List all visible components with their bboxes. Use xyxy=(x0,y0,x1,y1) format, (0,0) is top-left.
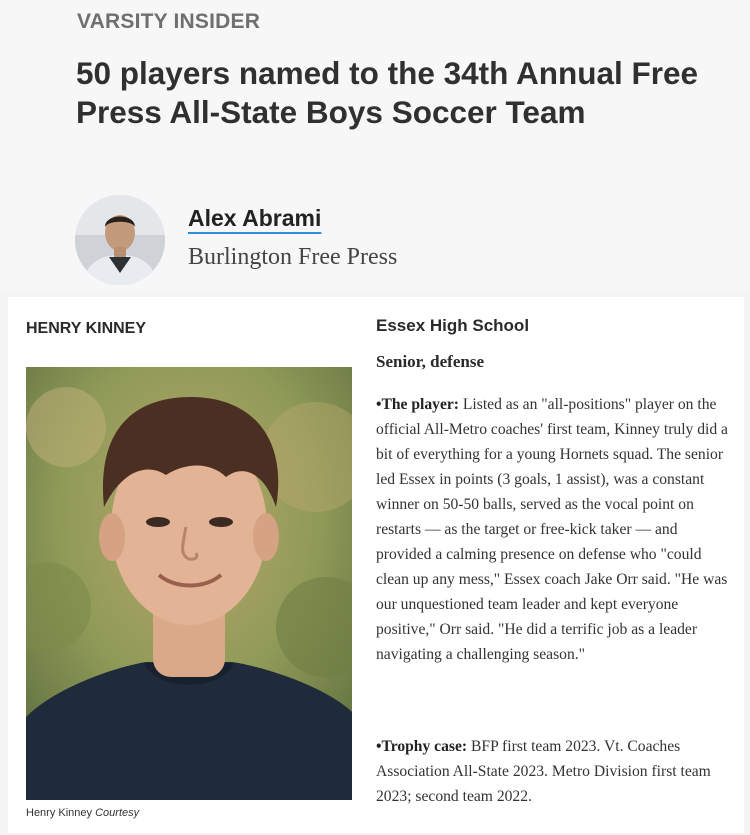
author-name-link[interactable]: Alex Abrami xyxy=(188,205,322,231)
photo-caption xyxy=(26,807,139,819)
section-kicker[interactable]: VARSITY INSIDER xyxy=(77,10,261,33)
author-outlet: Burlington Free Press xyxy=(188,244,398,270)
player-position: Senior, defense xyxy=(376,352,484,371)
caption-name: Henry Kinney xyxy=(26,807,93,819)
article-header xyxy=(0,0,750,292)
player-name: HENRY KINNEY xyxy=(26,320,147,337)
caption-credit: Courtesy xyxy=(95,807,140,819)
trophy-case xyxy=(376,734,731,809)
trophy-text: BFP first team 2023. Vt. Coaches Association All-State 2023. Metro Division first team 2023; second team 2022. xyxy=(376,738,711,805)
headline: 50 players named to the 34th Annual Free Press All-State Boys Soccer Team xyxy=(76,55,699,130)
player-text: Listed as an "all-positions" player on the official All-Metro coaches' first team, Kinney truly did a bit of everything for a young Hornets squad. The senior led Essex in points (3 goals, 1 assist), was a constant winner on 50-50 balls, served as the vocal point on restarts — as the target or free-kick taker — and provided a calming presence on defense who "could clean up any mess," Essex coach Jake Orr said. "He was our unquestioned team leader and kept everyone positive," Orr said. "He did a terrific job as a leader navigating a challenging season." xyxy=(376,396,728,663)
author-portrait xyxy=(75,195,165,285)
player-description xyxy=(376,392,731,667)
player-school: Essex High School xyxy=(376,316,530,335)
trophy-label: •Trophy case: xyxy=(376,738,468,755)
author-avatar[interactable] xyxy=(75,195,165,285)
player-portrait xyxy=(26,367,352,800)
player-label: •The player: xyxy=(376,396,459,413)
player-photo xyxy=(26,367,352,800)
